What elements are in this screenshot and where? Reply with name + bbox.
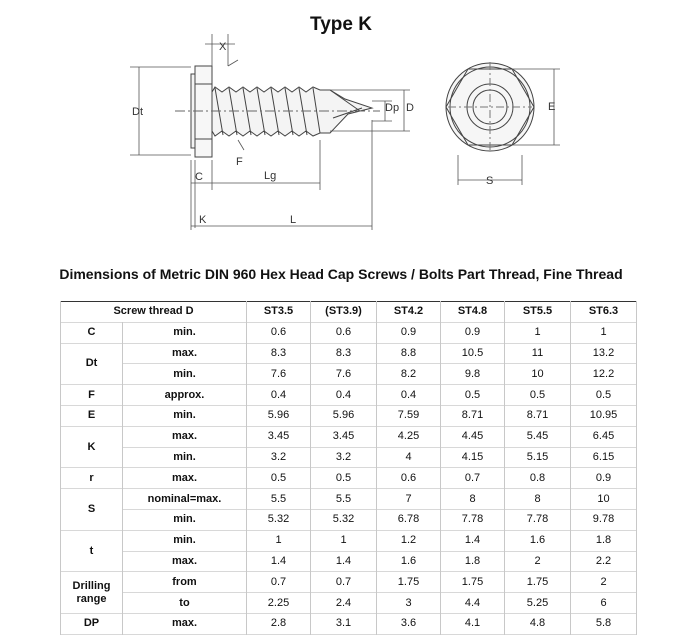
value-cell: 3.45 xyxy=(311,426,377,447)
value-cell: 10 xyxy=(505,364,571,385)
param-label: t xyxy=(61,530,123,572)
value-cell: 9.78 xyxy=(571,509,637,530)
value-cell: 3.2 xyxy=(311,447,377,468)
dimensions-table xyxy=(60,301,637,635)
value-cell: 1.75 xyxy=(377,572,441,593)
param-label: K xyxy=(61,426,123,468)
qualifier-cell: max. xyxy=(123,551,247,572)
value-cell: 1 xyxy=(311,530,377,551)
param-label: C xyxy=(61,322,123,343)
label-dp: Dp xyxy=(385,102,400,114)
qualifier-cell: min. xyxy=(123,322,247,343)
value-cell: 5.5 xyxy=(247,489,311,510)
value-cell: 1.8 xyxy=(441,551,505,572)
value-cell: 0.6 xyxy=(377,468,441,489)
value-cell: 5.96 xyxy=(247,405,311,426)
qualifier-cell: max. xyxy=(123,426,247,447)
qualifier-cell: min. xyxy=(123,509,247,530)
value-cell: 10.95 xyxy=(571,405,637,426)
label-x: X xyxy=(219,41,227,53)
label-e: E xyxy=(548,101,556,113)
value-cell: 2.25 xyxy=(247,593,311,614)
size-header: ST4.2 xyxy=(377,302,441,323)
value-cell: 4.1 xyxy=(441,613,505,634)
value-cell: 10 xyxy=(571,489,637,510)
table-header-row xyxy=(61,302,637,323)
value-cell: 5.96 xyxy=(311,405,377,426)
value-cell: 6.15 xyxy=(571,447,637,468)
value-cell: 2.8 xyxy=(247,613,311,634)
value-cell: 5.8 xyxy=(571,613,637,634)
value-cell: 6 xyxy=(571,593,637,614)
qualifier-cell: nominal=max. xyxy=(123,489,247,510)
qualifier-cell: min. xyxy=(123,530,247,551)
value-cell: 7.78 xyxy=(505,509,571,530)
value-cell: 6.45 xyxy=(571,426,637,447)
value-cell: 1.4 xyxy=(247,551,311,572)
value-cell: 4.4 xyxy=(441,593,505,614)
screw-end-view xyxy=(446,62,534,152)
table-row xyxy=(61,322,637,343)
value-cell: 8.3 xyxy=(247,343,311,364)
value-cell: 0.5 xyxy=(311,468,377,489)
value-cell: 7.78 xyxy=(441,509,505,530)
screw-thread-header: Screw thread D xyxy=(61,302,247,323)
qualifier-cell: min. xyxy=(123,447,247,468)
table-row xyxy=(61,426,637,447)
label-k: K xyxy=(199,214,207,226)
qualifier-cell: max. xyxy=(123,343,247,364)
value-cell: 1.4 xyxy=(441,530,505,551)
table-row xyxy=(61,468,637,489)
value-cell: 1.2 xyxy=(377,530,441,551)
table-row xyxy=(61,489,637,510)
label-d: D xyxy=(406,102,414,114)
qualifier-cell: max. xyxy=(123,613,247,634)
param-label: S xyxy=(61,489,123,531)
param-label: E xyxy=(61,405,123,426)
value-cell: 8 xyxy=(505,489,571,510)
value-cell: 3 xyxy=(377,593,441,614)
param-label: DP xyxy=(61,613,123,634)
value-cell: 8.71 xyxy=(505,405,571,426)
value-cell: 1.8 xyxy=(571,530,637,551)
size-header: ST4.8 xyxy=(441,302,505,323)
value-cell: 4 xyxy=(377,447,441,468)
param-label: Dt xyxy=(61,343,123,385)
value-cell: 3.6 xyxy=(377,613,441,634)
qualifier-cell: to xyxy=(123,593,247,614)
value-cell: 0.4 xyxy=(377,385,441,406)
value-cell: 5.5 xyxy=(311,489,377,510)
qualifier-cell: min. xyxy=(123,364,247,385)
value-cell: 13.2 xyxy=(571,343,637,364)
table-row xyxy=(61,343,637,364)
table-row xyxy=(61,447,637,468)
table-row xyxy=(61,364,637,385)
table-row xyxy=(61,385,637,406)
value-cell: 0.4 xyxy=(247,385,311,406)
value-cell: 0.5 xyxy=(441,385,505,406)
value-cell: 2.2 xyxy=(571,551,637,572)
param-label: Drilling range xyxy=(61,572,123,614)
label-dt: Dt xyxy=(132,106,143,118)
value-cell: 1.6 xyxy=(377,551,441,572)
value-cell: 0.5 xyxy=(505,385,571,406)
table-title: Dimensions of Metric DIN 960 Hex Head Cap Screws / Bolts Part Thread, Fine Thread xyxy=(59,266,623,282)
value-cell: 0.6 xyxy=(247,322,311,343)
size-header: ST6.3 xyxy=(571,302,637,323)
label-f: F xyxy=(236,156,243,168)
value-cell: 1 xyxy=(505,322,571,343)
value-cell: 2 xyxy=(505,551,571,572)
screw-drawing xyxy=(0,0,682,240)
value-cell: 8.71 xyxy=(441,405,505,426)
value-cell: 10.5 xyxy=(441,343,505,364)
value-cell: 2.4 xyxy=(311,593,377,614)
value-cell: 11 xyxy=(505,343,571,364)
value-cell: 8.8 xyxy=(377,343,441,364)
label-lg: Lg xyxy=(264,170,277,182)
qualifier-cell: from xyxy=(123,572,247,593)
value-cell: 5.32 xyxy=(247,509,311,530)
value-cell: 1.75 xyxy=(505,572,571,593)
value-cell: 1 xyxy=(247,530,311,551)
label-c: C xyxy=(195,171,203,183)
value-cell: 7.6 xyxy=(311,364,377,385)
table-row xyxy=(61,613,637,634)
qualifier-cell: approx. xyxy=(123,385,247,406)
value-cell: 0.9 xyxy=(571,468,637,489)
value-cell: 0.7 xyxy=(311,572,377,593)
value-cell: 8.2 xyxy=(377,364,441,385)
value-cell: 0.9 xyxy=(377,322,441,343)
value-cell: 0.5 xyxy=(571,385,637,406)
qualifier-cell: max. xyxy=(123,468,247,489)
size-header: ST3.5 xyxy=(247,302,311,323)
value-cell: 5.45 xyxy=(505,426,571,447)
size-header: (ST3.9) xyxy=(311,302,377,323)
value-cell: 1.4 xyxy=(311,551,377,572)
table-row xyxy=(61,593,637,614)
value-cell: 0.7 xyxy=(441,468,505,489)
value-cell: 0.6 xyxy=(311,322,377,343)
value-cell: 1.75 xyxy=(441,572,505,593)
table-row xyxy=(61,405,637,426)
value-cell: 1 xyxy=(571,322,637,343)
value-cell: 1.6 xyxy=(505,530,571,551)
value-cell: 7.6 xyxy=(247,364,311,385)
value-cell: 5.15 xyxy=(505,447,571,468)
value-cell: 8.3 xyxy=(311,343,377,364)
value-cell: 4.15 xyxy=(441,447,505,468)
value-cell: 4.25 xyxy=(377,426,441,447)
screw-side-view xyxy=(175,66,380,157)
value-cell: 3.45 xyxy=(247,426,311,447)
value-cell: 7.59 xyxy=(377,405,441,426)
value-cell: 7 xyxy=(377,489,441,510)
label-s: S xyxy=(486,175,494,187)
value-cell: 0.8 xyxy=(505,468,571,489)
value-cell: 2 xyxy=(571,572,637,593)
page-title: Type K xyxy=(310,14,372,35)
param-label: F xyxy=(61,385,123,406)
value-cell: 3.2 xyxy=(247,447,311,468)
qualifier-cell: min. xyxy=(123,405,247,426)
value-cell: 0.5 xyxy=(247,468,311,489)
table-row xyxy=(61,530,637,551)
table-row xyxy=(61,509,637,530)
value-cell: 5.25 xyxy=(505,593,571,614)
value-cell: 5.32 xyxy=(311,509,377,530)
value-cell: 9.8 xyxy=(441,364,505,385)
value-cell: 6.78 xyxy=(377,509,441,530)
value-cell: 0.9 xyxy=(441,322,505,343)
value-cell: 8 xyxy=(441,489,505,510)
size-header: ST5.5 xyxy=(505,302,571,323)
label-l: L xyxy=(290,214,297,226)
value-cell: 4.8 xyxy=(505,613,571,634)
table-row xyxy=(61,572,637,593)
value-cell: 4.45 xyxy=(441,426,505,447)
value-cell: 0.4 xyxy=(311,385,377,406)
table-row xyxy=(61,551,637,572)
param-label: r xyxy=(61,468,123,489)
value-cell: 3.1 xyxy=(311,613,377,634)
value-cell: 12.2 xyxy=(571,364,637,385)
value-cell: 0.7 xyxy=(247,572,311,593)
